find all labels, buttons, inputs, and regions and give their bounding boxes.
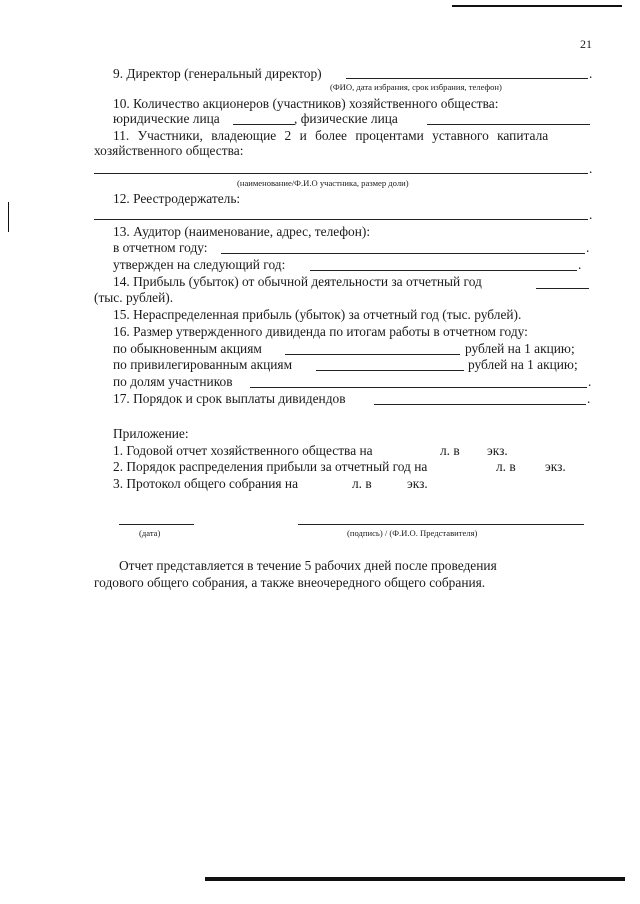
date-caption: (дата) [139,528,161,538]
participants-label-cont: хозяйственного общества: [94,143,244,158]
dividend-shares-end: . [588,374,592,389]
retained-profit-label: 15. Нераспределенная прибыль (убыток) за отчетный год (тыс. рублей). [113,307,522,322]
participants-label: 11. Участники, владеющие 2 и более процентами уставного капитала [113,128,549,143]
auditor-next-year-field[interactable] [310,270,577,271]
dividend-preferred-suffix: рублей на 1 акцию; [468,357,578,372]
attachment-2: 2. Порядок распределения прибыли за отчетный год на [113,459,428,474]
director-end: . [589,66,593,81]
auditor-next-year-end: . [578,257,582,272]
auditor-next-year-label: утвержден на следующий год: [113,257,286,272]
attachment-1-copies: экз. [487,443,508,458]
dividend-common-label: по обыкновенным акциям [113,341,262,356]
footer-note-line1: Отчет представляется в течение 5 рабочих дней после проведения [119,558,497,573]
attachment-3: 3. Протокол общего собрания на [113,476,299,491]
scan-mark-left [8,202,9,232]
attachments-title: Приложение: [113,426,189,441]
dividend-payment-label: 17. Порядок и срок выплаты дивидендов [113,391,346,406]
footer-note-line2: годового общего собрания, а также внеочередного общего собрания. [94,575,486,590]
date-field[interactable] [119,524,194,525]
dividend-shares-field[interactable] [250,387,587,388]
individuals-field[interactable] [427,124,590,125]
dividend-payment-end: . [587,391,591,406]
registrar-label: 12. Реестродержатель: [113,191,241,206]
dividend-shares-label: по долям участников [113,374,233,389]
director-field[interactable] [346,78,588,79]
participants-end: . [589,161,593,176]
scan-mark-top [452,5,622,7]
dividend-preferred-label: по привилегированным акциям [113,357,293,372]
legal-entities-field[interactable] [233,124,295,125]
profit-label: 14. Прибыль (убыток) от обычной деятельности за отчетный год [113,274,482,289]
scan-mark-bottom [205,877,625,881]
legal-entities-label: юридические лица [113,111,220,126]
participants-hint: (наименование/Ф.И.О участника, размер доли) [237,178,409,188]
dividend-payment-field[interactable] [374,404,586,405]
director-label: 9. Директор (генеральный директор) [113,66,322,81]
auditor-reporting-year-label: в отчетном году: [113,240,208,255]
profit-field[interactable] [536,288,589,289]
auditor-label: 13. Аудитор (наименование, адрес, телефон): [113,224,371,239]
dividend-preferred-field[interactable] [316,370,464,371]
attachment-2-sheets: л. в [496,459,516,474]
shareholders-count-label: 10. Количество акционеров (участников) хозяйственного общества: [113,96,499,111]
attachment-1: 1. Годовой отчет хозяйственного общества на [113,443,373,458]
signature-field[interactable] [298,524,584,525]
participants-field[interactable] [94,173,588,174]
auditor-reporting-year-end: . [586,240,590,255]
page-number: 21 [580,37,592,51]
attachment-1-sheets: л. в [440,443,460,458]
attachment-2-copies: экз. [545,459,566,474]
dividend-common-field[interactable] [285,354,460,355]
attachment-3-copies: экз. [407,476,428,491]
registrar-end: . [589,207,593,222]
individuals-label: , физические лица [294,111,398,126]
registrar-field[interactable] [94,219,588,220]
dividend-common-suffix: рублей на 1 акцию; [465,341,575,356]
signature-caption: (подпись) / (Ф.И.О. Представителя) [347,528,478,538]
auditor-reporting-year-field[interactable] [221,253,585,254]
director-hint: (ФИО, дата избрания, срок избрания, телефон) [330,82,502,92]
attachment-3-sheets: л. в [352,476,372,491]
profit-label-cont: (тыс. рублей). [94,290,174,305]
dividend-label: 16. Размер утвержденного дивиденда по итогам работы в отчетном году: [113,324,528,339]
